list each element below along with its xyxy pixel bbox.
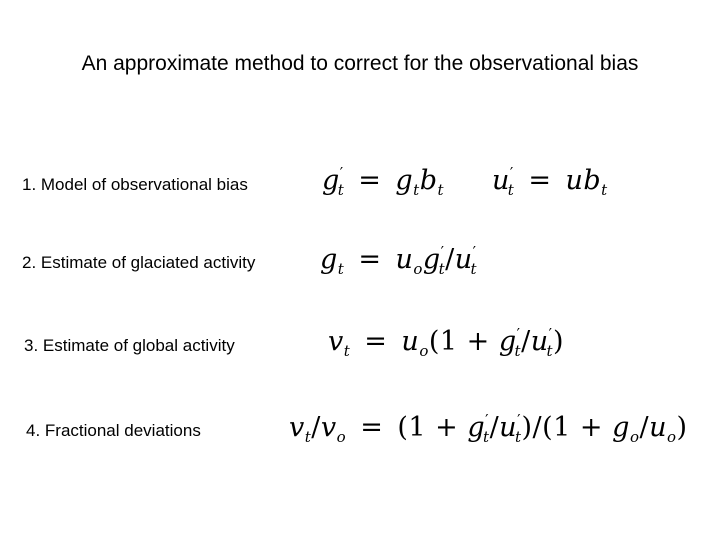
equation-observed-glaciated: $g'_t = g_tb_t$ <box>322 164 445 199</box>
step-3-label: 3. Estimate of global activity <box>24 336 235 355</box>
step-2-label: 2. Estimate of glaciated activity <box>22 253 256 272</box>
equation-glaciated-activity: $g_t = u_og'_t/u'_t$ <box>320 243 478 278</box>
equation-fractional-deviations: $v_t/v_o = (1 + g'_t/u'_t)/(1 + g_o/u_o)$ <box>289 411 688 446</box>
step-4-label: 4. Fractional deviations <box>26 421 201 440</box>
step-1-label: 1. Model of observational bias <box>22 175 248 194</box>
equation-observed-unglaciated: $u'_t = ub_t$ <box>492 164 608 199</box>
slide-title: An approximate method to correct for the observational bias <box>81 52 639 75</box>
equation-global-activity: $v_t = u_o(1 + g'_t/u'_t)$ <box>328 325 565 360</box>
